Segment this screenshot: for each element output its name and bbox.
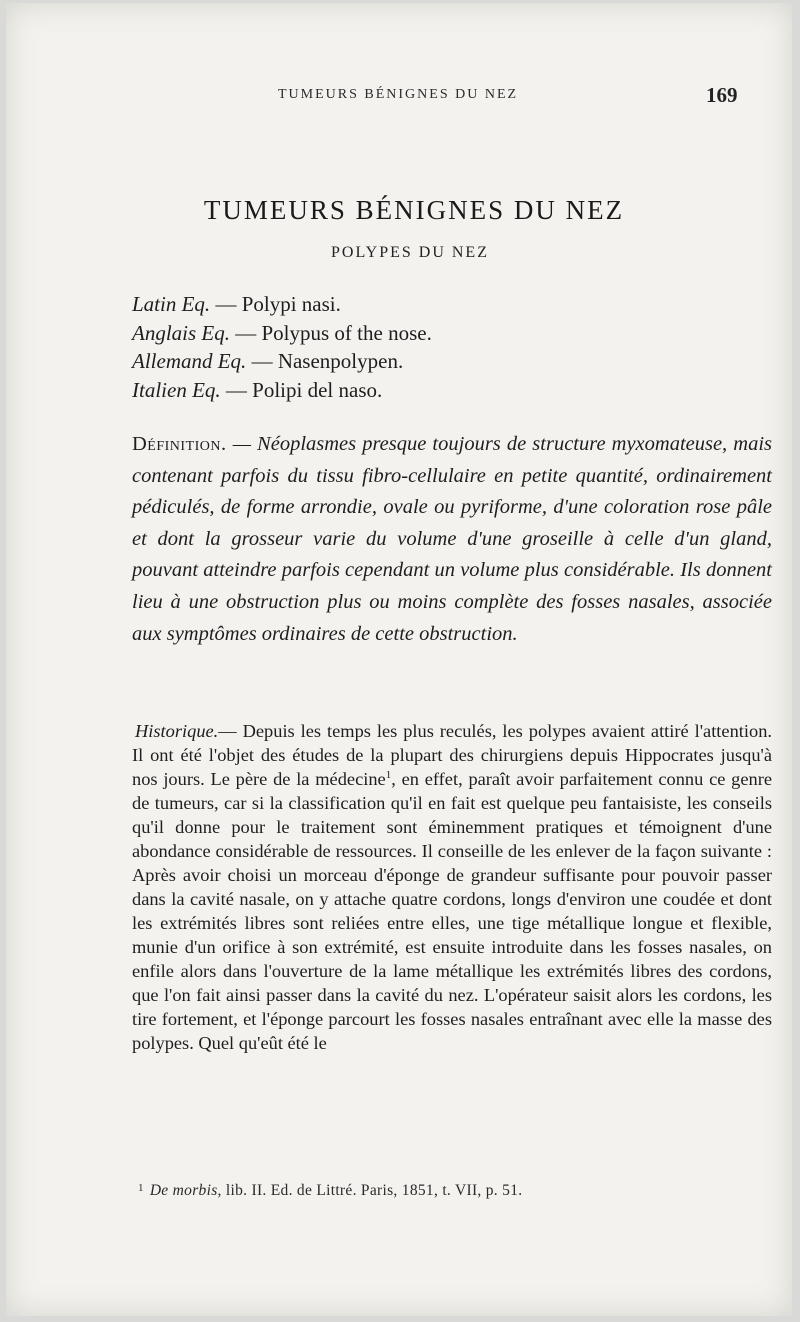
language-name: Latin Eq.: [132, 292, 211, 316]
section-subtitle: POLYPES DU NEZ: [331, 244, 489, 261]
footnote: [138, 1182, 522, 1200]
definition-text: Néoplasmes presque toujours de structure myxomateuse, mais contenant parfois du tissu fibro-cellulaire en petite quantité, ordinairement pédiculés, de forme arrondie, ovale ou pyriforme, d'une coloration rose pâle et dont la grosseur varie du volume d'une groseille à celle d'un gland, pouvant atteindre parfois cependant un volume plus considérable. Ils donnent lieu à une obstruction plus ou moins complète des fosses nasales, associée aux symptômes ordinaires de cette obstruction.: [132, 433, 772, 645]
language-entry: Anglais Eq. — Polypus of the nose.: [132, 320, 432, 345]
language-name: Anglais Eq.: [132, 320, 230, 345]
chapter-title: TUMEURS BÉNIGNES DU NEZ: [203, 195, 625, 225]
language-entry: Allemand Eq. — Nasenpolypen.: [132, 349, 404, 373]
historique-text-part2: , en effet, paraît avoir parfaitement connu ce genre de tumeurs, car si la classification qu'il en fait est quelque peu fantaisiste, les conseils qu'il donne pour le traitement sont éminemment pratiques et témoignent d'une abondance considérable de ressources. Il conseille de les enlever de la façon suivante : Après avoir choisi un morceau d'éponge de grandeur suffisante pour pouvoir passer dans la cavité nasale, on y attache quatre cordons, longs d'environ une coudée et dont les extrémités libres sont reliées entre elles, une tige métallique longue et flexible, munie d'un orifice à son extrémité, est ensuite introduite dans les fosses nasales, on enfile alors dans l'ouverture de la lame métallique les extrémités libres des cordons, que l'on fait ainsi passer dans la cavité du nez. L'opérateur saisit alors les cordons, les tire fortement, et l'éponge parcourt les fosses nasales entraînant avec elle la masse des polypes. Quel qu'eût été le: [132, 769, 773, 1053]
footnote-work-title: De morbis: [149, 1182, 218, 1199]
language-term: Nasenpolypen.: [277, 349, 404, 373]
footnote-citation: , lib. II. Ed. de Littré. Paris, 1851, t. VII, p. 51.: [217, 1182, 523, 1199]
footnote-reference[interactable]: 1: [385, 768, 392, 781]
definition-paragraph: Définition. — Néoplasmes presque toujours de structure myxomateuse, mais contenant parfois du tissu fibro-cellulaire en petite quantité, ordinairement pédiculés, de forme arrondie, ovale ou pyriforme, d'une coloration rose pâle et dont la grosseur varie du volume d'une groseille à celle d'un gland, pouvant atteindre parfois cependant un volume plus considérable. Ils donnent lieu à une obstruction plus ou moins complète des fosses nasales, associée aux symptômes ordinaires de cette obstruction.: [132, 433, 772, 645]
page-number: 169: [706, 83, 738, 107]
historique-heading: Historique.: [135, 721, 219, 741]
book-page: [6, 3, 792, 1316]
language-entry: Latin Eq. — Polypi nasi.: [132, 292, 341, 316]
language-equivalents: [132, 290, 432, 404]
definition-heading: Définition.: [132, 433, 227, 455]
language-term: Polypi nasi.: [241, 292, 341, 316]
historique-text-part1: Depuis les temps les plus reculés, les polypes avaient attiré l'attention. Il ont été l'objet des études de la plupart des chirurgiens depuis Hippocrates jusqu'à nos jours. Le père de la médecine: [132, 721, 772, 789]
footnote-mark: 1: [138, 1182, 144, 1194]
language-entry: Italien Eq. — Polipi del naso.: [132, 377, 383, 402]
language-term: Polipi del naso.: [252, 377, 383, 402]
historique-paragraph: Historique.— Depuis les temps les plus reculés, les polypes avaient attiré l'attention. Il ont été l'objet des études de la plupart des chirurgiens depuis Hippocrates jusqu'à nos jours. Le père de la médecine$^1$, en effet, paraît avoir parfaitement connu ce genre de tumeurs, car si la classification qu'il en fait est quelque peu fantaisiste, les conseils qu'il donne pour le traitement sont éminemment pratiques et témoignent d'une abondance considérable de ressources. Il conseille de les enlever de la façon suivante : Après avoir choisi un morceau d'éponge de grandeur suffisante pour pouvoir passer dans la cavité nasale, on y attache quatre cordons, longs d'environ une coudée et dont les extrémités libres sont reliées entre elles, une tige métallique longue et flexible, munie d'un orifice à son extrémité, est ensuite introduite dans les fosses nasales, on enfile alors dans l'ouverture de la lame métallique les extrémités libres des cordons, que l'on fait ainsi passer dans la cavité du nez. L'opérateur saisit alors les cordons, les tire fortement, et l'éponge parcourt les fosses nasales entraînant avec elle la masse des polypes. Quel qu'eût été le: [132, 721, 773, 1053]
running-head: TUMEURS BÉNIGNES DU NEZ: [278, 87, 519, 102]
language-name: Allemand Eq.: [132, 349, 247, 373]
language-term: Polypus of the nose.: [261, 320, 432, 345]
language-name: Italien Eq.: [132, 377, 221, 402]
